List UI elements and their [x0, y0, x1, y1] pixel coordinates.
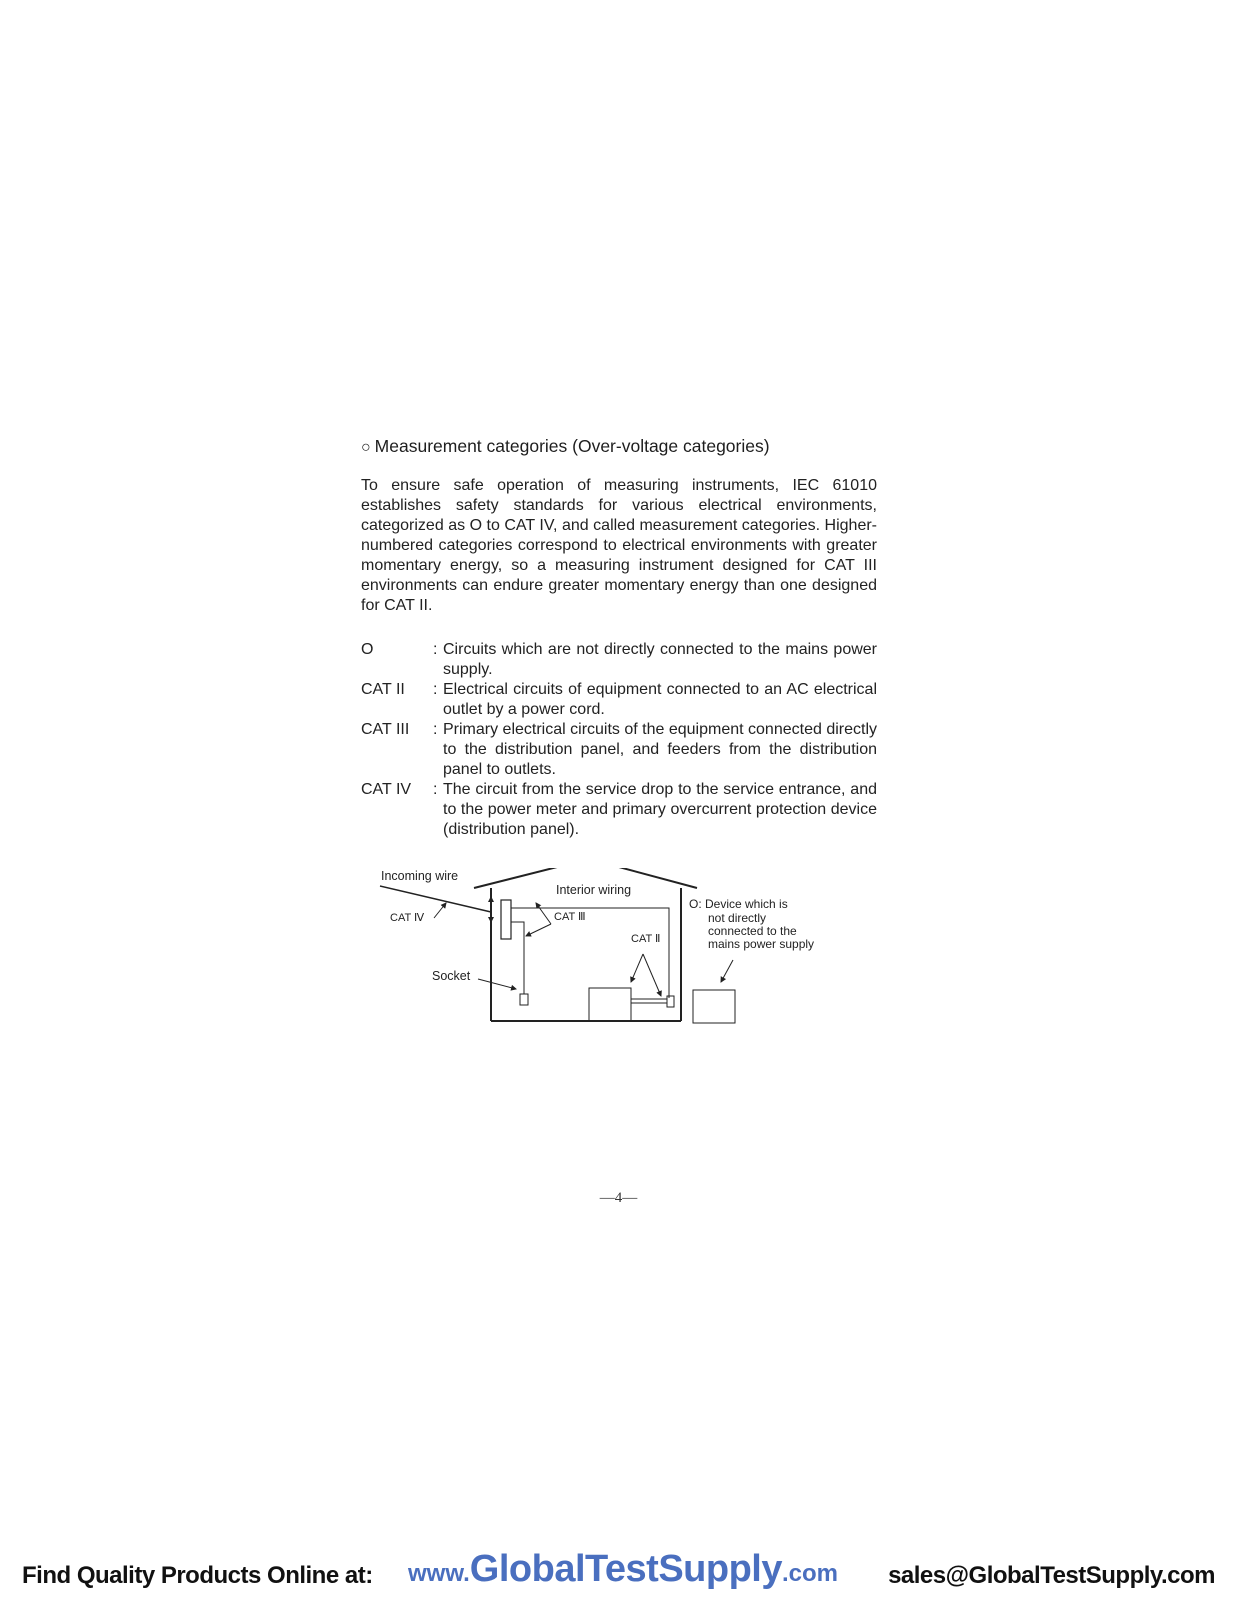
- category-term: CAT II: [361, 681, 405, 698]
- footer-website-link[interactable]: [408, 1548, 838, 1591]
- category-row-cat-ii: CAT II : Electrical circuits of equipment connected to an AC electrical outlet by a power cord.: [361, 681, 877, 718]
- footer-tagline: Find Quality Products Online at:: [22, 1562, 373, 1589]
- url-main: GlobalTestSupply: [469, 1548, 782, 1590]
- distribution-panel: [501, 900, 511, 939]
- category-description: Circuits which are not directly connected to the mains power supply.: [443, 641, 877, 678]
- category-term: O: [361, 641, 374, 658]
- incoming-wire: [380, 886, 491, 912]
- section-heading: [361, 436, 881, 457]
- page-number: —4—: [599, 1190, 638, 1206]
- url-suffix: .com: [782, 1560, 839, 1587]
- socket-label: Socket: [432, 969, 471, 983]
- external-device: [693, 990, 735, 1023]
- circle-bullet-icon: ○: [361, 439, 371, 456]
- outlet: [667, 996, 674, 1007]
- footer-banner: [0, 1548, 1237, 1600]
- category-row-cat-iv: CAT IV : The circuit from the service drop to the service entrance, and to the power meter and primary overcurrent protection device (distribution panel).: [361, 781, 877, 838]
- o-note-line-1: O: Device which is: [689, 897, 788, 911]
- cat-iii-label: CAT Ⅲ: [554, 911, 586, 923]
- category-list: [361, 640, 877, 840]
- interior-wiring: [511, 908, 669, 998]
- interior-wiring-label: Interior wiring: [556, 883, 632, 897]
- o-note-line-3: connected to the: [708, 924, 797, 938]
- category-description: Electrical circuits of equipment connected to an AC electrical outlet by a power cord.: [443, 681, 877, 718]
- appliance-box: [589, 988, 631, 1021]
- category-row-o: O : Circuits which are not directly connected to the mains power supply.: [361, 641, 877, 678]
- category-term: CAT IV: [361, 781, 412, 798]
- footer-email-link[interactable]: sales@GlobalTestSupply.com: [888, 1562, 1215, 1589]
- url-prefix: www.: [408, 1560, 470, 1587]
- intro-paragraph: To ensure safe operation of measuring instruments, IEC 61010 establishes safety standards for various electrical environments, categorized as O to CAT IV, and called measurement categories. Higher-numbered categories correspond to electrical environments with greater momentary energy, so a measuring instrument designed for CAT III environments can endure greater momentary energy than one designed for CAT II.: [361, 477, 877, 614]
- section-title: Measurement categories (Over-voltage categories): [374, 436, 770, 456]
- category-term: CAT III: [361, 721, 410, 738]
- o-note-line-2: not directly: [708, 911, 767, 925]
- measurement-category-diagram: [361, 868, 841, 1033]
- o-note-line-4: mains power supply: [708, 937, 815, 951]
- category-description: The circuit from the service drop to the service entrance, and to the power meter and primary overcurrent protection device (distribution panel).: [443, 781, 877, 838]
- cat-ii-label: CAT Ⅱ: [631, 933, 661, 945]
- incoming-wire-label: Incoming wire: [381, 869, 459, 883]
- socket: [520, 994, 528, 1005]
- socket-wire: [511, 922, 524, 994]
- cat-iv-label: CAT Ⅳ: [390, 912, 425, 924]
- category-row-cat-iii: CAT III : Primary electrical circuits of the equipment connected directly to the distribution panel, and feeders from the distribution panel to outlets.: [361, 721, 877, 778]
- category-description: Primary electrical circuits of the equipment connected directly to the distribution panel, and feeders from the distribution panel to outlets.: [443, 721, 877, 778]
